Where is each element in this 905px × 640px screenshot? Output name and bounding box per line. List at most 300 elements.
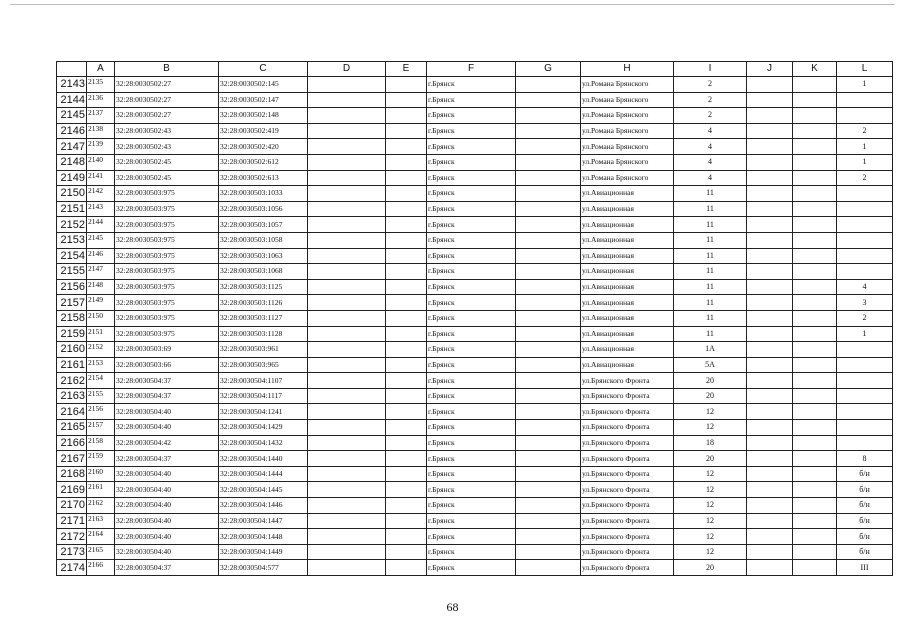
cell-c[interactable]: 32:28:0030503:1068 [219,264,308,280]
cell-f[interactable]: г.Брянск [427,232,516,248]
cell-j[interactable] [747,435,793,451]
cell-b[interactable]: 32:28:0030503:975 [115,264,219,280]
cell-j[interactable] [747,404,793,420]
cell-f[interactable]: г.Брянск [427,466,516,482]
cell-b[interactable]: 32:28:0030503:975 [115,310,219,326]
cell-f[interactable]: г.Брянск [427,279,516,295]
cell-k[interactable] [793,342,837,358]
row-number[interactable]: 2167 [57,451,87,467]
cell-g[interactable] [516,529,581,545]
cell-b[interactable]: 32:28:0030503:975 [115,232,219,248]
cell-h[interactable]: ул.Брянского Фронта [581,482,674,498]
cell-a[interactable]: 2159 [87,451,115,467]
cell-d[interactable] [308,560,386,576]
row-number[interactable]: 2156 [57,279,87,295]
cell-l[interactable] [837,248,893,264]
cell-c[interactable]: 32:28:0030503:1125 [219,279,308,295]
cell-d[interactable] [308,357,386,373]
column-header[interactable]: H [581,62,674,77]
cell-i[interactable]: 5А [674,357,747,373]
cell-h[interactable]: ул.Авиационная [581,279,674,295]
cell-a[interactable]: 2154 [87,373,115,389]
cell-c[interactable]: 32:28:0030504:1447 [219,513,308,529]
cell-b[interactable]: 32:28:0030504:40 [115,498,219,514]
cell-h[interactable]: ул.Романа Брянского [581,108,674,124]
cell-j[interactable] [747,388,793,404]
cell-f[interactable]: г.Брянск [427,295,516,311]
cell-i[interactable]: 11 [674,264,747,280]
row-number[interactable]: 2166 [57,435,87,451]
cell-i[interactable]: 11 [674,279,747,295]
cell-f[interactable]: г.Брянск [427,264,516,280]
cell-g[interactable] [516,373,581,389]
cell-i[interactable]: 11 [674,248,747,264]
row-number[interactable]: 2150 [57,186,87,202]
cell-g[interactable] [516,186,581,202]
cell-a[interactable]: 2160 [87,466,115,482]
cell-k[interactable] [793,108,837,124]
row-number[interactable]: 2163 [57,388,87,404]
cell-k[interactable] [793,295,837,311]
cell-c[interactable]: 32:28:0030504:577 [219,560,308,576]
cell-h[interactable]: ул.Романа Брянского [581,154,674,170]
cell-l[interactable]: 1 [837,154,893,170]
cell-k[interactable] [793,451,837,467]
cell-d[interactable] [308,310,386,326]
cell-c[interactable]: 32:28:0030503:1128 [219,326,308,342]
cell-l[interactable] [837,420,893,436]
cell-d[interactable] [308,451,386,467]
cell-c[interactable]: 32:28:0030503:1127 [219,310,308,326]
cell-l[interactable]: 8 [837,451,893,467]
cell-k[interactable] [793,77,837,93]
column-header[interactable]: B [115,62,219,77]
cell-i[interactable]: 4 [674,139,747,155]
cell-k[interactable] [793,404,837,420]
cell-l[interactable]: 2 [837,170,893,186]
row-number[interactable]: 2151 [57,201,87,217]
cell-l[interactable]: б/н [837,513,893,529]
cell-f[interactable]: г.Брянск [427,357,516,373]
cell-b[interactable]: 32:28:0030503:975 [115,326,219,342]
cell-i[interactable]: 11 [674,326,747,342]
cell-k[interactable] [793,388,837,404]
cell-l[interactable] [837,342,893,358]
cell-i[interactable]: 12 [674,404,747,420]
cell-e[interactable] [386,264,427,280]
cell-f[interactable]: г.Брянск [427,513,516,529]
cell-b[interactable]: 32:28:0030503:69 [115,342,219,358]
cell-d[interactable] [308,498,386,514]
cell-c[interactable]: 32:28:0030503:1057 [219,217,308,233]
cell-g[interactable] [516,139,581,155]
cell-a[interactable]: 2151 [87,326,115,342]
cell-e[interactable] [386,404,427,420]
cell-l[interactable]: 3 [837,295,893,311]
cell-j[interactable] [747,279,793,295]
cell-e[interactable] [386,201,427,217]
cell-g[interactable] [516,435,581,451]
cell-h[interactable]: ул.Авиационная [581,357,674,373]
cell-f[interactable]: г.Брянск [427,451,516,467]
cell-e[interactable] [386,498,427,514]
cell-b[interactable]: 32:28:0030504:37 [115,373,219,389]
cell-h[interactable]: ул.Авиационная [581,264,674,280]
cell-a[interactable]: 2153 [87,357,115,373]
row-number[interactable]: 2174 [57,560,87,576]
row-number[interactable]: 2155 [57,264,87,280]
cell-g[interactable] [516,232,581,248]
row-number[interactable]: 2164 [57,404,87,420]
cell-j[interactable] [747,482,793,498]
cell-b[interactable]: 32:28:0030504:40 [115,482,219,498]
cell-a[interactable]: 2146 [87,248,115,264]
column-header[interactable]: D [308,62,386,77]
cell-b[interactable]: 32:28:0030503:975 [115,217,219,233]
cell-f[interactable]: г.Брянск [427,388,516,404]
cell-f[interactable]: г.Брянск [427,404,516,420]
cell-d[interactable] [308,342,386,358]
cell-k[interactable] [793,201,837,217]
cell-l[interactable] [837,92,893,108]
cell-a[interactable]: 2139 [87,139,115,155]
cell-a[interactable]: 2156 [87,404,115,420]
cell-c[interactable]: 32:28:0030504:1440 [219,451,308,467]
cell-a[interactable]: 2141 [87,170,115,186]
cell-l[interactable]: 1 [837,326,893,342]
cell-h[interactable]: ул.Романа Брянского [581,139,674,155]
cell-i[interactable]: 11 [674,310,747,326]
cell-i[interactable]: 2 [674,92,747,108]
cell-f[interactable]: г.Брянск [427,77,516,93]
column-header[interactable]: K [793,62,837,77]
cell-d[interactable] [308,77,386,93]
cell-e[interactable] [386,388,427,404]
cell-g[interactable] [516,92,581,108]
cell-h[interactable]: ул.Брянского Фронта [581,435,674,451]
cell-b[interactable]: 32:28:0030503:975 [115,279,219,295]
cell-j[interactable] [747,77,793,93]
cell-a[interactable]: 2145 [87,232,115,248]
cell-f[interactable]: г.Брянск [427,310,516,326]
cell-g[interactable] [516,544,581,560]
cell-e[interactable] [386,92,427,108]
cell-d[interactable] [308,466,386,482]
cell-j[interactable] [747,451,793,467]
cell-f[interactable]: г.Брянск [427,217,516,233]
cell-h[interactable]: ул.Авиационная [581,217,674,233]
cell-k[interactable] [793,326,837,342]
cell-h[interactable]: ул.Авиационная [581,342,674,358]
row-number[interactable]: 2160 [57,342,87,358]
cell-h[interactable]: ул.Романа Брянского [581,170,674,186]
cell-h[interactable]: ул.Брянского Фронта [581,529,674,545]
cell-f[interactable]: г.Брянск [427,326,516,342]
cell-a[interactable]: 2142 [87,186,115,202]
cell-e[interactable] [386,451,427,467]
cell-j[interactable] [747,139,793,155]
cell-a[interactable]: 2166 [87,560,115,576]
cell-e[interactable] [386,544,427,560]
cell-i[interactable]: 12 [674,482,747,498]
row-number[interactable]: 2145 [57,108,87,124]
cell-k[interactable] [793,232,837,248]
cell-g[interactable] [516,513,581,529]
cell-i[interactable]: 20 [674,373,747,389]
cell-b[interactable]: 32:28:0030504:40 [115,513,219,529]
cell-i[interactable]: 18 [674,435,747,451]
cell-i[interactable]: 11 [674,201,747,217]
cell-k[interactable] [793,498,837,514]
row-number[interactable]: 2154 [57,248,87,264]
cell-d[interactable] [308,248,386,264]
cell-d[interactable] [308,482,386,498]
cell-c[interactable]: 32:28:0030503:1058 [219,232,308,248]
cell-g[interactable] [516,154,581,170]
cell-d[interactable] [308,295,386,311]
cell-c[interactable]: 32:28:0030503:1033 [219,186,308,202]
cell-e[interactable] [386,295,427,311]
cell-j[interactable] [747,498,793,514]
cell-f[interactable]: г.Брянск [427,498,516,514]
cell-j[interactable] [747,466,793,482]
cell-f[interactable]: г.Брянск [427,108,516,124]
row-number[interactable]: 2173 [57,544,87,560]
cell-d[interactable] [308,544,386,560]
cell-l[interactable]: 4 [837,279,893,295]
row-number[interactable]: 2169 [57,482,87,498]
cell-j[interactable] [747,544,793,560]
column-header[interactable]: J [747,62,793,77]
cell-a[interactable]: 2165 [87,544,115,560]
cell-f[interactable]: г.Брянск [427,373,516,389]
cell-k[interactable] [793,186,837,202]
cell-c[interactable]: 32:28:0030502:420 [219,139,308,155]
cell-c[interactable]: 32:28:0030503:1056 [219,201,308,217]
cell-a[interactable]: 2150 [87,310,115,326]
cell-g[interactable] [516,404,581,420]
cell-e[interactable] [386,482,427,498]
cell-k[interactable] [793,310,837,326]
cell-a[interactable]: 2140 [87,154,115,170]
cell-c[interactable]: 32:28:0030502:419 [219,123,308,139]
cell-j[interactable] [747,560,793,576]
cell-l[interactable] [837,217,893,233]
cell-d[interactable] [308,388,386,404]
cell-h[interactable]: ул.Авиационная [581,248,674,264]
cell-c[interactable]: 32:28:0030504:1448 [219,529,308,545]
cell-i[interactable]: 20 [674,560,747,576]
row-number[interactable]: 2153 [57,232,87,248]
cell-c[interactable]: 32:28:0030504:1449 [219,544,308,560]
cell-i[interactable]: 11 [674,232,747,248]
cell-b[interactable]: 32:28:0030502:43 [115,123,219,139]
cell-a[interactable]: 2144 [87,217,115,233]
cell-c[interactable]: 32:28:0030503:961 [219,342,308,358]
cell-e[interactable] [386,326,427,342]
cell-k[interactable] [793,544,837,560]
cell-f[interactable]: г.Брянск [427,186,516,202]
cell-g[interactable] [516,170,581,186]
column-header[interactable]: G [516,62,581,77]
cell-k[interactable] [793,217,837,233]
cell-g[interactable] [516,108,581,124]
cell-g[interactable] [516,482,581,498]
cell-i[interactable]: 4 [674,154,747,170]
cell-b[interactable]: 32:28:0030503:975 [115,186,219,202]
cell-h[interactable]: ул.Романа Брянского [581,92,674,108]
cell-l[interactable]: 2 [837,123,893,139]
cell-i[interactable]: 12 [674,529,747,545]
cell-h[interactable]: ул.Брянского Фронта [581,420,674,436]
cell-c[interactable]: 32:28:0030503:1126 [219,295,308,311]
cell-h[interactable]: ул.Авиационная [581,186,674,202]
cell-g[interactable] [516,264,581,280]
cell-j[interactable] [747,186,793,202]
column-header[interactable]: E [386,62,427,77]
cell-f[interactable]: г.Брянск [427,544,516,560]
cell-g[interactable] [516,357,581,373]
cell-e[interactable] [386,466,427,482]
cell-j[interactable] [747,248,793,264]
cell-a[interactable]: 2162 [87,498,115,514]
cell-f[interactable]: г.Брянск [427,248,516,264]
cell-g[interactable] [516,201,581,217]
cell-h[interactable]: ул.Брянского Фронта [581,466,674,482]
cell-h[interactable]: ул.Брянского Фронта [581,498,674,514]
cell-k[interactable] [793,92,837,108]
cell-j[interactable] [747,217,793,233]
cell-h[interactable]: ул.Брянского Фронта [581,451,674,467]
cell-d[interactable] [308,217,386,233]
cell-l[interactable]: 2 [837,310,893,326]
cell-e[interactable] [386,560,427,576]
cell-b[interactable]: 32:28:0030502:27 [115,77,219,93]
cell-i[interactable]: 4 [674,170,747,186]
cell-d[interactable] [308,264,386,280]
cell-h[interactable]: ул.Брянского Фронта [581,388,674,404]
cell-e[interactable] [386,373,427,389]
cell-b[interactable]: 32:28:0030503:66 [115,357,219,373]
row-number[interactable]: 2161 [57,357,87,373]
cell-a[interactable]: 2155 [87,388,115,404]
cell-e[interactable] [386,139,427,155]
cell-a[interactable]: 2149 [87,295,115,311]
row-number[interactable]: 2159 [57,326,87,342]
cell-l[interactable]: III [837,560,893,576]
cell-j[interactable] [747,154,793,170]
cell-c[interactable]: 32:28:0030504:1107 [219,373,308,389]
cell-c[interactable]: 32:28:0030504:1432 [219,435,308,451]
cell-l[interactable]: б/н [837,544,893,560]
cell-a[interactable]: 2148 [87,279,115,295]
cell-f[interactable]: г.Брянск [427,170,516,186]
cell-i[interactable]: 12 [674,498,747,514]
cell-e[interactable] [386,513,427,529]
cell-a[interactable]: 2147 [87,264,115,280]
cell-e[interactable] [386,232,427,248]
cell-f[interactable]: г.Брянск [427,201,516,217]
cell-g[interactable] [516,560,581,576]
cell-e[interactable] [386,108,427,124]
cell-k[interactable] [793,482,837,498]
cell-a[interactable]: 2143 [87,201,115,217]
cell-b[interactable]: 32:28:0030504:37 [115,451,219,467]
cell-j[interactable] [747,170,793,186]
column-header[interactable]: F [427,62,516,77]
row-number[interactable]: 2144 [57,92,87,108]
cell-i[interactable]: 12 [674,420,747,436]
cell-l[interactable]: б/н [837,466,893,482]
cell-i[interactable]: 11 [674,186,747,202]
cell-k[interactable] [793,170,837,186]
cell-e[interactable] [386,529,427,545]
cell-j[interactable] [747,529,793,545]
cell-a[interactable]: 2152 [87,342,115,358]
cell-l[interactable] [837,232,893,248]
cell-i[interactable]: 11 [674,295,747,311]
cell-l[interactable] [837,373,893,389]
cell-g[interactable] [516,388,581,404]
cell-a[interactable]: 2158 [87,435,115,451]
cell-h[interactable]: ул.Авиационная [581,201,674,217]
cell-e[interactable] [386,217,427,233]
cell-a[interactable]: 2137 [87,108,115,124]
cell-d[interactable] [308,420,386,436]
cell-g[interactable] [516,217,581,233]
cell-d[interactable] [308,139,386,155]
cell-k[interactable] [793,420,837,436]
cell-c[interactable]: 32:28:0030502:145 [219,77,308,93]
cell-f[interactable]: г.Брянск [427,529,516,545]
cell-h[interactable]: ул.Брянского Фронта [581,404,674,420]
cell-c[interactable]: 32:28:0030502:613 [219,170,308,186]
cell-c[interactable]: 32:28:0030504:1445 [219,482,308,498]
cell-d[interactable] [308,123,386,139]
row-number[interactable]: 2146 [57,123,87,139]
cell-e[interactable] [386,310,427,326]
cell-e[interactable] [386,279,427,295]
cell-b[interactable]: 32:28:0030502:45 [115,170,219,186]
cell-j[interactable] [747,373,793,389]
cell-k[interactable] [793,560,837,576]
cell-c[interactable]: 32:28:0030502:148 [219,108,308,124]
cell-g[interactable] [516,248,581,264]
cell-f[interactable]: г.Брянск [427,342,516,358]
cell-f[interactable]: г.Брянск [427,420,516,436]
cell-b[interactable]: 32:28:0030502:43 [115,139,219,155]
cell-f[interactable]: г.Брянск [427,92,516,108]
cell-f[interactable]: г.Брянск [427,560,516,576]
row-number[interactable]: 2168 [57,466,87,482]
cell-j[interactable] [747,295,793,311]
row-number[interactable]: 2148 [57,154,87,170]
cell-k[interactable] [793,529,837,545]
cell-d[interactable] [308,108,386,124]
cell-k[interactable] [793,154,837,170]
cell-b[interactable]: 32:28:0030502:27 [115,108,219,124]
row-number[interactable]: 2149 [57,170,87,186]
cell-b[interactable]: 32:28:0030504:37 [115,560,219,576]
cell-b[interactable]: 32:28:0030502:27 [115,92,219,108]
cell-d[interactable] [308,154,386,170]
cell-b[interactable]: 32:28:0030504:40 [115,466,219,482]
cell-h[interactable]: ул.Брянского Фронта [581,373,674,389]
cell-l[interactable]: 1 [837,139,893,155]
cell-i[interactable]: 1А [674,342,747,358]
cell-f[interactable]: г.Брянск [427,154,516,170]
cell-c[interactable]: 32:28:0030504:1241 [219,404,308,420]
